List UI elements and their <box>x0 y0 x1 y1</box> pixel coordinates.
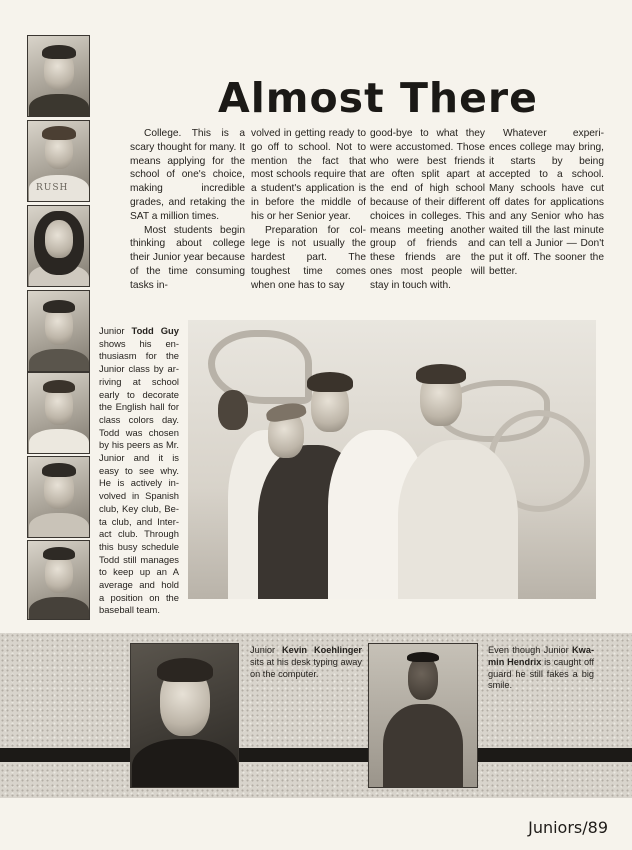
caption-text: shows his enthusiasm for the Junior class by arriving at school early to decorate the English hall for class colors day. Todd was chosen by his peers as Mr. Junior and it is easy to see why. He is actively involved in Spanish club, Key club, Beta club, and Interact club. Through this busy schedule Todd still manages to keep up an A average and hold a position on the baseball team. <box>99 337 179 616</box>
group-photo <box>188 320 596 599</box>
caption-name: Kevin Koehlinger <box>282 645 362 655</box>
portrait-6 <box>27 456 90 538</box>
black-stripe <box>0 748 632 762</box>
caption-text: sits at his desk typing away on the computer. <box>250 656 362 679</box>
photo-kevin-koehlinger <box>130 643 239 788</box>
photo-kwamin-hendrix <box>368 643 478 788</box>
page-folio: Juniors/89 <box>528 818 608 837</box>
portrait-1 <box>27 35 90 117</box>
caption-kevin-koehlinger <box>250 645 362 680</box>
body-column-1 <box>130 127 245 293</box>
caption-kwamin-hendrix <box>488 645 594 692</box>
caption-lead: Junior <box>250 645 283 655</box>
body-column-2 <box>251 127 366 293</box>
portrait-2 <box>27 120 90 202</box>
body-column-3 <box>370 127 485 293</box>
paragraph: College. This is a scary thought for many. It means applying for the school of one's choice, making incredible grades, and retaking the SAT a million times. <box>130 128 245 222</box>
portrait-7 <box>27 540 90 620</box>
body-column-4 <box>489 127 604 279</box>
paragraph: Whatever experiences college may bring, it starts by being accepted to a school. Many schools have cut off dates for applications and any Senior who has waited till the last minute can tell a Junior — Don't put it off. The sooner the better. <box>489 128 604 277</box>
caption-text: is caught off guard he still fakes a big smile. <box>488 656 594 691</box>
caption-name: Todd Guy <box>131 325 179 336</box>
portrait-3 <box>27 205 90 287</box>
caption-todd-guy <box>99 325 179 617</box>
paragraph: good-bye to what they were accustomed. Those who were best friends are often split apart at the end of high school because of their different choices in colleges. This means meeting another group of friends and these friends are the ones most people will stay in touch with. <box>370 128 485 291</box>
portrait-4 <box>27 290 90 372</box>
paragraph: Most students begin thinking about college their Junior year because of the time consuming tasks in- <box>130 224 245 291</box>
paragraph: Preparation for college is not usually the hardest part. The toughest time comes when one has to say <box>251 224 366 291</box>
page-title: Almost There <box>218 74 538 122</box>
shirt-print: RUSH <box>36 183 69 193</box>
caption-name: Kwamin Hendrix <box>488 645 594 667</box>
caption-lead: Junior <box>99 325 132 336</box>
paragraph: volved in getting ready to go off to school. Not to mention the fact that most schools require that a student's application is in before the middle of his or her Senior year. <box>251 128 366 222</box>
caption-lead: Even though Junior <box>488 645 573 655</box>
portrait-5 <box>27 372 90 454</box>
